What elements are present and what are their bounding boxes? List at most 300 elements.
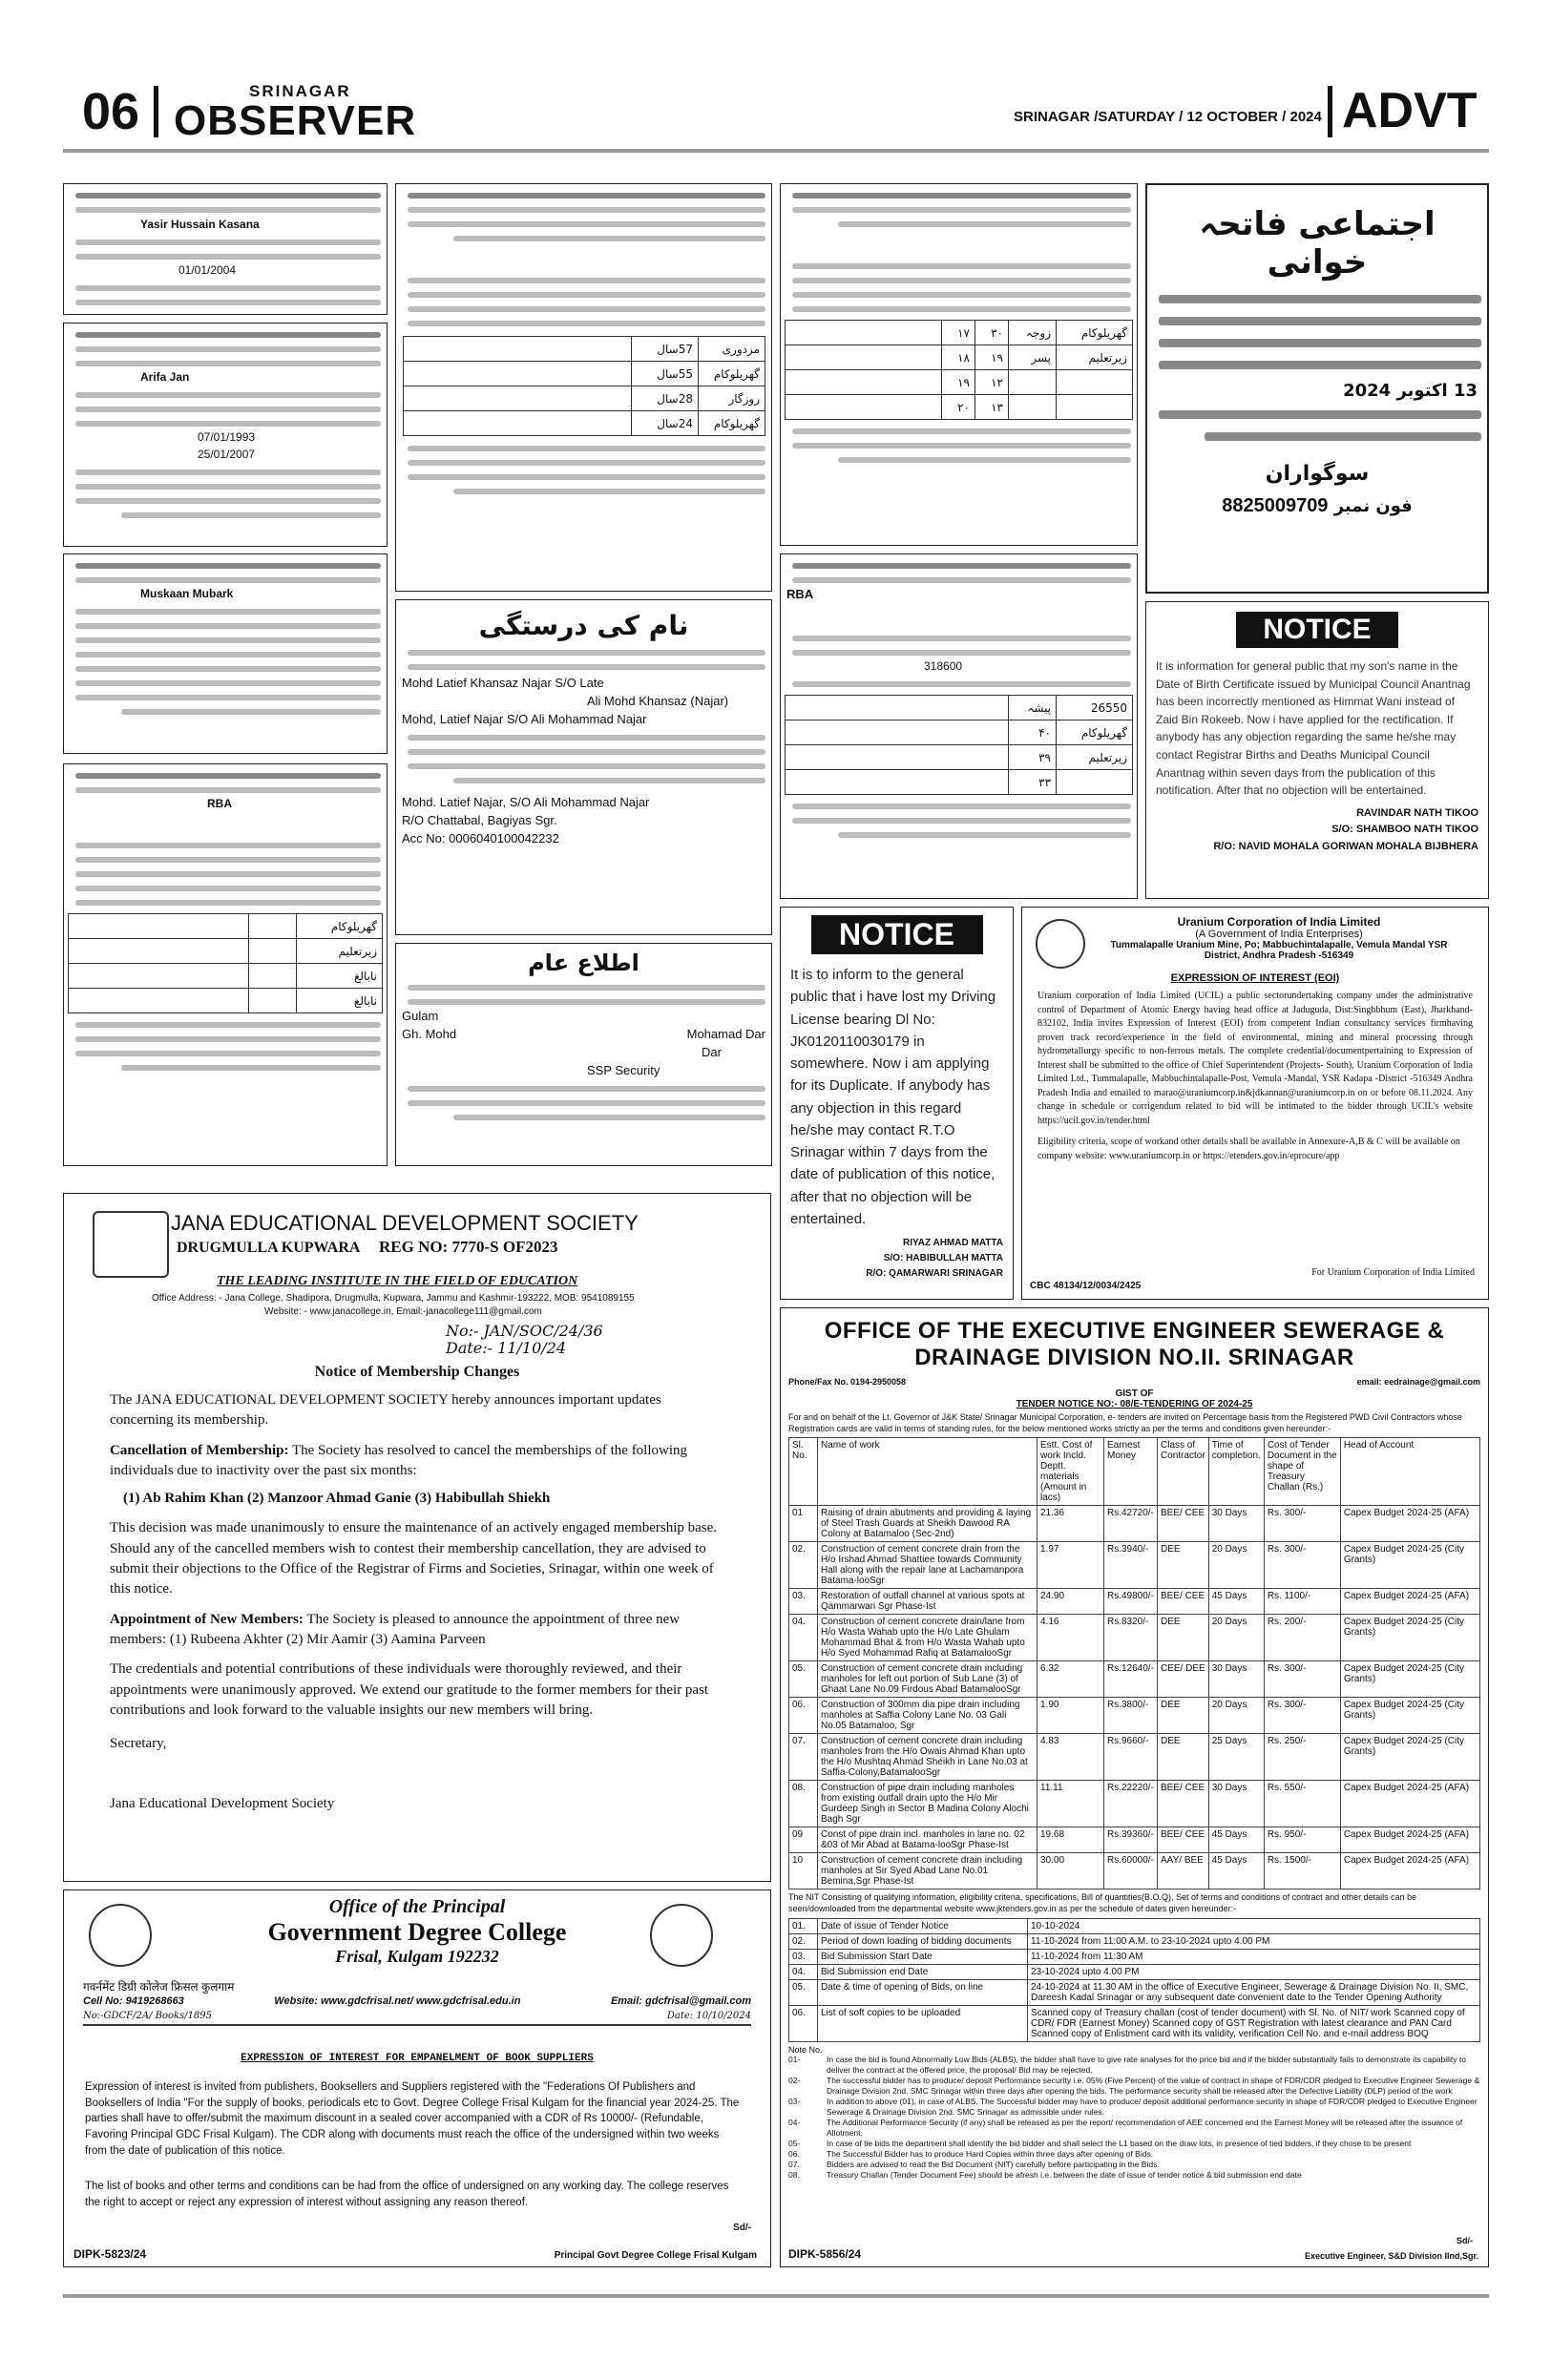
table-cell: زیرتعلیم [1057,745,1133,770]
table-row [789,1734,1480,1781]
table-cell: Restoration of outfall channel at various spots at Qammarwari Sgr Phase-Ist [818,1589,1037,1615]
gdc-email: Email: gdcfrisal@gmail.com [610,1995,751,2007]
cancellation-text: The Society has resolved to cancel the memberships of the following individuals due to inactivity over the past six months: [110,1442,688,1478]
table-cell: 20 Days [1208,1542,1264,1589]
urdu-ad-col1-4 [63,763,388,1166]
table-cell: Raising of drain abutments and providing & laying of Steel Trash Guards at Sheikh Dawood RA Colony at Batamaloo (Sec-2nd) [818,1506,1037,1542]
tender-sd: Sd/- [1457,2236,1473,2245]
signature-name: Mohd. Latief Najar, S/O Ali Mohammad Najar [402,795,650,809]
note-item [788,2149,1480,2160]
notice-body: It is to inform to the general public that i have lost my Driving License bearing Dl No: JK0120110030179 in somewhere. Now i am applying for its Duplicate. If anybody has any objection in this regard he/she may contact R.T.O Srinagar within 7 days from the date of publication of this notice, after that no objection will be entertained. [790,967,996,1227]
ucil-body: Uranium corporation of India Limited (UCIL) a public sectorundertaking company under the administrative control of Department of Atomic Energy having head office at Jaduguda, Dist:Singhbhum (East), Jharkhand-832102, India invites Expression of Interest (EOI) from competent Indian consultancy services firmhaving proven track record/experience in the field of environmental, mining and mineral processing through hydrometallurgy specific to non-ferrous metals. The complete credential/documentpertaining to Expression of Interest shall be submitted to the office of Chief Superintendent (Projects- South), Uranium Corporation of India Limited Ltd., Tummalapalle, Mabbuchintalapalle-Post, Vemula -Mandal, YSR Kadapa -District -516349 Andhra Pradesh India and emailed to marao@uraniumcorp.in&jdkannan@uraniumcorp.in on or before 08.11.2024. Any change in schedule or corrigendum related to bid will be intimated to the bidder through UCIL's website https://ucil.gov.in/tender.html [1037,991,1473,1126]
table-cell: Rs.42720/- [1104,1506,1158,1542]
notice-signature-1: RIYAZ AHMAD MATTA [903,1238,1003,1248]
jana-society-notice [63,1193,771,1882]
signature-account: Acc No: 0006040100042232 [402,831,559,846]
jana-appointment [110,1610,721,1651]
tender-dipk: DIPK-5856/24 [788,2247,862,2261]
table-cell: Capex Budget 2024-25 (AFA) [1340,1781,1479,1827]
applicant-name: Muskaan Mubark [140,587,234,600]
table-cell: 04. [789,1964,818,1979]
table-cell: 07. [789,1734,818,1781]
table-cell: Rs. 300/- [1264,1661,1340,1698]
table-cell: 30 Days [1208,1781,1264,1827]
column-header: Sl. No. [789,1438,818,1506]
note-item [788,2160,1480,2170]
table-cell: 24.90 [1037,1589,1104,1615]
tender-title-1: OFFICE OF THE EXECUTIVE ENGINEER SEWERAGE & [824,1318,1445,1344]
table-cell: زیرتعلیم [297,939,383,964]
notes-list [788,2055,1480,2182]
table-cell: 4.83 [1037,1734,1104,1781]
table-cell: 1.97 [1037,1542,1104,1589]
table-row [789,1589,1480,1615]
table-cell: ۲۰ [942,395,975,420]
table-cell: گھریلوکام [297,914,383,939]
masthead [63,61,1489,157]
jana-reg: REG NO: 7770-S OF2023 [379,1238,558,1256]
table-cell: 28سال [632,386,699,411]
table-cell: گھریلوکام [1057,720,1133,745]
jana-title: JANA EDUCATIONAL DEVELOPMENT SOCIETY [171,1211,639,1235]
note-text: In case the bid is found Abnormally Low Bids (ALBS), the bidder shall have to give rate analyses for the price bid and if the bidder substantially fails to demonstrate its capability to deliver the contract at the offered price, the proposal/ Bid may be rejected. [827,2054,1466,2075]
gdc-contact-row [83,1995,751,2007]
table-row [789,1827,1480,1853]
table-cell: Construction of 300mm dia pipe drain including manholes at Saffia Colony Lane No. 03 Gali No.05 Batamaloo, Sgr [818,1698,1037,1734]
applicant-name: Arifa Jan [140,370,190,384]
tender-title-2: DRAINAGE DIVISION NO.II. SRINAGAR [914,1345,1354,1370]
table-cell: ۴۰ [1009,720,1057,745]
table-cell: DEE [1158,1698,1209,1734]
table-cell: 4.16 [1037,1615,1104,1661]
notice-header: NOTICE [811,915,983,954]
schedule-row [789,1949,1480,1964]
page-number: 06 [82,83,140,140]
nit-text: The NIT Consisting of qualifying information, eligibility criteria, specifications, Bill of quantities(B.O.Q), Set of terms and conditions of contract and other details can be seen/downloaded from the departmental website www.jktenders.gov.in as per the schedule of dates given hereunder:- [788,1892,1417,1914]
phone-label: فون نمبر [1333,496,1413,516]
ucil-eoi-ad [1021,907,1489,1300]
name-a: Mohd Latief Khansaz Najar S/O Late [402,676,604,690]
note-item [788,2170,1480,2181]
table-row [789,1542,1480,1589]
ucil-eoi-heading: EXPRESSION OF INTEREST (EOI) [1170,972,1340,984]
jana-p3: This decision was made unanimously to ensure the maintenance of an actively engaged membership base. Should any of the cancelled members wish to contest their membership cancellation, they are advised to submit their objections to the Office of the Registrar of Firms and Societies, Srinagar, within one week of this notice. [110,1520,718,1597]
table-row [789,1853,1480,1889]
table-cell: Construction of cement concrete drain including manholes from the H/o Owais Ahmad Khan upto the H/o Mushtaq Ahmad Sheikh in Lane No.03 at Saffia-Colony,BatamalooSgr [818,1734,1037,1781]
urdu-ad-col3-1 [780,183,1138,546]
column-header: Head of Account [1340,1438,1479,1506]
name-correction-ad [395,599,772,935]
table-cell: 05. [789,1979,818,2005]
urdu-ad-col2-1 [395,183,772,592]
table-cell: 24-10-2024 at 11.30 AM in the office of Executive Engineer, Sewerage & Drainage Division No. II, SMC, Dareesh Kadal Srinagar or any subsequent date convenient date to the Tender Opening Authority [1028,1979,1480,2005]
table-cell: Rs. 250/- [1264,1734,1340,1781]
table-cell: Scanned copy of Treasury challan (cost of tender document) with Sl. No. of NIT/ work Scanned copy of CDR/ FDR (Earnest Money) Scanned copy of GST Registration with latest clearance and PAN Card Scanned copy of Enlistment card with its validity, verification Cell No. and e-mail address BOQ [1028,2005,1480,2041]
table-cell: 20 Days [1208,1698,1264,1734]
table-cell: Rs. 300/- [1264,1698,1340,1734]
table-cell: 10 [789,1853,818,1889]
ucil-address-2: District, Andhra Pradesh -516349 [1204,950,1354,961]
table-cell: گھریلوکام [699,411,765,436]
table-cell: ۱۹ [975,345,1009,370]
name-c: Gh. Mohd [402,1027,457,1041]
notice-name-correction [1145,601,1489,899]
column-header: Name of work [818,1438,1037,1506]
table-cell: 04. [789,1615,818,1661]
table-cell: 30.00 [1037,1853,1104,1889]
note-text: In addition to above (01), in case of ALBS, The Successful bidder may have to produce/ deposit additional performance security in shape of FDR/CDR pledged to Executive Engineer Sewerage & Drainage Division 2nd. SMC Srinagar as admissible under rules. [827,2096,1478,2117]
table-cell: Capex Budget 2024-25 (AFA) [1340,1853,1479,1889]
urdu-ad-col1-2 [63,323,388,547]
schedule-table [788,1918,1480,2042]
tender-intro: For and on behalf of the Lt. Governor of J&K State/ Srinagar Municipal Corporation, e- tenders are invited on Percentage basis from the Registered PWD Civil Contractors whose Registration cards are valid in terms of standing rules, for the below mentioned works strictly as per the terms and conditions given hereunder:- [788,1412,1462,1433]
table-row [789,1661,1480,1698]
brand-top: SRINAGAR [249,82,351,100]
jana-sign-label: Secretary, [110,1736,167,1752]
jana-date: Date:- 11/10/24 [446,1339,567,1357]
table-cell: Rs.49800/- [1104,1589,1158,1615]
column-header: Cost of Tender Document in the shape of Treasury Challan (Rs.) [1264,1438,1340,1506]
table-cell: BEE/ CEE [1158,1589,1209,1615]
phone-number: 8825009709 [1222,495,1329,516]
table-cell: DEE [1158,1734,1209,1781]
gdc-footer: Principal Govt Degree College Frisal Kulgam [554,2250,757,2261]
table-cell: Const of pipe drain incl. manholes in lane no. 02 &03 of Mir Abad at Batama-looSgr Phase-Ist [818,1827,1037,1853]
date-2: 25/01/2007 [198,448,256,461]
table-cell: 03. [789,1589,818,1615]
column-header: Time of completion. [1208,1438,1264,1506]
gdc-office: Office of the Principal [328,1896,506,1917]
members-table [68,913,383,1013]
table-cell: ۱۷ [942,321,975,345]
table-cell: DEE [1158,1615,1209,1661]
table-cell: 6.32 [1037,1661,1104,1698]
phone-row [1147,495,1487,517]
table-cell: 30 Days [1208,1661,1264,1698]
gdc-website: Website: www.gdcfrisal.net/ www.gdcfrisal.edu.in [274,1995,521,2007]
table-cell: CEE/ DEE [1158,1661,1209,1698]
fateha-khwani-ad [1145,183,1489,594]
members-table [403,336,765,436]
table-cell: Construction of cement concrete drain from the H/o Irshad Ahmad Shattiee towards Community Hall along with the repair lane at Lachamanpora Batama-looSgr [818,1542,1037,1589]
cancelled-members: (1) Ab Rahim Khan (2) Manzoor Ahmad Ganie (3) Habibullah Shiekh [123,1491,551,1507]
ad-heading: اطلاع عام [528,950,639,976]
gdc-frisal-eoi [63,1889,771,2267]
table-cell: Bid Submission Start Date [818,1949,1028,1964]
gdc-place: Frisal, Kulgam 192232 [335,1947,499,1966]
table-cell: 45 Days [1208,1853,1264,1889]
jana-website: Website: - www.janacollege.in, Email:-janacollege111@gmail.com [264,1306,542,1317]
urdu-ad-col3-2 [780,553,1138,899]
rba-label: RBA [786,587,814,601]
jana-tagline: THE LEADING INSTITUTE IN THE FIELD OF EDUCATION [217,1274,578,1288]
table-cell: DEE [1158,1542,1209,1589]
table-cell: BEE/ CEE [1158,1781,1209,1827]
fateha-date: 13 اکتوبر 2024 [1343,381,1478,401]
table-cell: Date & time of opening of Bids, on line [818,1979,1028,2005]
table-cell: Rs.3800/- [1104,1698,1158,1734]
jana-p1: The JANA EDUCATIONAL DEVELOPMENT SOCIETY hereby announces important updates concerning its membership. [110,1392,661,1429]
jana-logo [93,1211,169,1278]
table-cell: List of soft copies to be uploaded [818,2005,1028,2041]
note-number: 04- [788,2118,801,2128]
ad-heading: اجتماعی فاتحہ خوانی [1199,205,1436,282]
gdc-dipk: DIPK-5823/24 [73,2247,147,2261]
members-table [785,695,1133,795]
table-cell: Rs.3940/- [1104,1542,1158,1589]
table-cell: Construction of pipe drain including manholes from existing outfall drain upto the H/o Mir Gurdeep Singh in Sector B Madina Colony Alochi Bagh Sgr [818,1781,1037,1827]
table-cell: 1.90 [1037,1698,1104,1734]
ad-heading [781,235,1137,255]
gdc-ref-row [83,2011,751,2026]
table-row [789,1615,1480,1661]
notice-signature-3: R/O: QAMARWARI SRINAGAR [866,1268,1003,1279]
income-amount: 318600 [924,659,963,673]
table-cell: 57سال [632,337,699,362]
table-cell: 26550 [1057,696,1133,720]
ucil-subtitle: (A Government of India Enterprises) [1195,929,1363,940]
gdc-p1: Expression of interest is invited from publishers, Booksellers and Suppliers registered with the "Federations Of Publishers and Booksellers of India "For the supply of books, periodicals etc to Govt. Degree College Frisal Kulgam for the financial year 2024-25. The parties shall have to offer/submit the maximum discount in a sealed cover accompanied with a CDR of Rs 10000/- (Refundable, Favoring Principal GDC Frisal Kulgam). The CDR along with documents must reach the office of the undersigned within two weeks from the date of publication of this notice. [85,2081,740,2157]
table-cell: 11-10-2024 from 11:00 A.M. to 23-10-2024 upto 4.00 PM [1028,1933,1480,1949]
table-cell: ۳۳ [1009,770,1057,795]
name-c: Mohd, Latief Najar S/O Ali Mohammad Najar [402,712,647,726]
ad-heading: نام کی درستگی [478,610,689,641]
name-b: Mohamad Dar [686,1027,765,1041]
table-cell: 30 Days [1208,1506,1264,1542]
schedule-row [789,1918,1480,1933]
masthead-divider [154,86,158,137]
note-number: 08. [788,2170,800,2181]
tender-phone: Phone/Fax No. 0194-2950058 [788,1377,907,1387]
note-item [788,2139,1480,2149]
gdc-sd: Sd/- [733,2223,751,2233]
table-cell: گھریلوکام [1057,321,1133,345]
table-cell: 02. [789,1542,818,1589]
jana-location: DRUGMULLA KUPWARA [177,1240,361,1256]
appointment-label: Appointment of New Members: [110,1611,304,1627]
table-cell: Rs. 200/- [1264,1615,1340,1661]
tender-contact-row [781,1371,1488,1387]
works-table [788,1437,1480,1889]
jana-sign-org: Jana Educational Development Society [110,1796,335,1812]
note-item [788,2055,1480,2076]
tender-number: TENDER NOTICE NO:- 08/E-TENDERING OF 2024-25 [1016,1399,1253,1409]
table-row [789,1698,1480,1734]
tender-footer: Executive Engineer, S&D Division IInd,Sgr. [1304,2251,1478,2261]
table-cell: پیشہ [1009,696,1057,720]
jana-heading: Notice of Membership Changes [314,1364,520,1380]
table-cell: ۱۲ [975,370,1009,395]
column-header: Earnest Money [1104,1438,1158,1506]
table-cell: Rs.9660/- [1104,1734,1158,1781]
ssp-term: SSP Security [587,1063,660,1077]
notice-signature-2: S/O: SHAMBOO NATH TIKOO [1331,824,1478,836]
dateline: SRINAGAR /SATURDAY / 12 OCTOBER / 2024 [1014,109,1322,125]
table-cell: Capex Budget 2024-25 (City Grants) [1340,1698,1479,1734]
table-cell: ۱۸ [942,345,975,370]
table-cell: BEE/ CEE [1158,1827,1209,1853]
table-cell: Capex Budget 2024-25 (City Grants) [1340,1734,1479,1781]
ad-heading [781,607,1137,627]
table-cell: Rs.8320/- [1104,1615,1158,1661]
jana-cancellation [110,1441,721,1482]
mourner-label: سوگواران [1265,462,1370,486]
table-cell: Capex Budget 2024-25 (City Grants) [1340,1615,1479,1661]
note-number: 07. [788,2160,800,2170]
table-cell: Rs.60000/- [1104,1853,1158,1889]
schedule-row [789,1933,1480,1949]
notice-signature-1: RAVINDAR NATH TIKOO [1356,806,1478,819]
note-number: 02- [788,2075,801,2085]
signature [110,1754,721,1794]
table-cell: Date of issue of Tender Notice [818,1918,1028,1933]
table-cell: 10-10-2024 [1028,1918,1480,1933]
notice-signature-3: R/O: NAVID MOHALA GORIWAN MOHALA BIJBHERA [1213,840,1478,852]
note-text: The Additional Performance Security (if any) shall be released as per the report/ recommendation of AEE concerned and the Earnest Money will be released after the issuance of Allotment. [827,2118,1463,2139]
signature-address: R/O Chattabal, Bagiyas Sgr. [402,813,557,827]
note-text: Treasury Challan (Tender Document Fee) should be afresh i.e. between the date of issue of tender notice & bid submission end date [827,2170,1302,2181]
schedule-row [789,1979,1480,2005]
table-cell: 11-10-2024 from 11:30 AM [1028,1949,1480,1964]
table-cell: Capex Budget 2024-25 (AFA) [1340,1827,1479,1853]
schedule-row [789,1964,1480,1979]
urdu-ad-col1-3 [63,553,388,754]
table-cell: 45 Days [1208,1589,1264,1615]
name-d: Dar [702,1045,722,1059]
table-cell: Rs.12640/- [1104,1661,1158,1698]
notice-body: It is information for general public that my son's name in the Date of Birth Certificate issued by Municipal Council Anantnag has been incorrectly mentioned as Himmat Wani instead of Zaid Bin Rokeeb. Now i have applied for the rectification. If anybody has any objection regarding the same he/she may contact Registrar Births and Deaths Municipal Council Anantnag within seven days from the publication of this notification. After that no objection will be entertained. [1156,659,1471,798]
note-text: The Successful Bidder has to produce Hard Copies within three days after opening of Bids. [827,2149,1154,2160]
note-number: 05- [788,2139,801,2149]
name-b: Ali Mohd Khansaz (Najar) [587,694,729,708]
gdc-date: Date: 10/10/2024 [666,2011,751,2021]
schedule-row [789,2005,1480,2041]
table-cell: Capex Budget 2024-25 (City Grants) [1340,1542,1479,1589]
column-header: Estt. Cost of work Incld. Deptt. materials (Amount in lacs) [1037,1438,1104,1506]
ucil-address-1: Tummalapalle Uranium Mine, Po; Mabbuchintalapalle, Vemula Mandal YSR [1110,940,1448,950]
note-item [788,2118,1480,2139]
table-cell: Rs. 950/- [1264,1827,1340,1853]
table-cell: Rs. 1500/- [1264,1853,1340,1889]
gdc-ref: No:-GDCF/2A/ Books/1895 [83,2011,213,2021]
table-cell: پسر [1009,345,1057,370]
table-cell: زوجہ [1009,321,1057,345]
table-cell: 25 Days [1208,1734,1264,1781]
gdc-p2: The list of books and other terms and conditions can be had from the office of undersigned on any working day. The college reserves the right to accept or reject any expression of interest without assigning any reason thereof. [85,2181,729,2208]
note-number: 01- [788,2054,801,2064]
table-cell: 11.11 [1037,1781,1104,1827]
table-cell: ۳۹ [1009,745,1057,770]
date-1: 07/01/1993 [198,430,256,444]
table-cell: 21.36 [1037,1506,1104,1542]
table-cell: Bid Submission end Date [818,1964,1028,1979]
table-cell: 20 Days [1208,1615,1264,1661]
jana-office: Office Address: - Jana College, Shadipora, Drugmulla, Kupwara, Jammu and Kashmir-193222, MOB: 9541089155 [152,1293,635,1304]
table-cell: 45 Days [1208,1827,1264,1853]
table-cell: 03. [789,1949,818,1964]
table-cell: 06. [789,2005,818,2041]
table-cell: Construction of cement concrete drain including manholes at Sir Syed Abad Lane No.01 Bemina,Sgr Phase-Ist [818,1853,1037,1889]
urdu-ad-col1-1 [63,183,388,315]
table-cell: Capex Budget 2024-25 (AFA) [1340,1589,1479,1615]
table-cell: Capex Budget 2024-25 (City Grants) [1340,1661,1479,1698]
ucil-eligibility: Eligibility criteria, scope of workand other details shall be available in Annexure-A,B & C will be available on company website: www.uraniumcorp.in or https://etenders.gov.in/eprocure/app [1037,1137,1460,1161]
table-cell: ۱۹ [942,370,975,395]
schedule-table-body [789,1918,1480,2041]
note-number: 06. [788,2149,800,2160]
rba-label: RBA [207,797,232,810]
table-cell: Capex Budget 2024-25 (AFA) [1340,1506,1479,1542]
jana-body [110,1390,721,1815]
table-cell: 09 [789,1827,818,1853]
members-table [785,320,1133,420]
note-text: In case of tie bids the department shall identify the bid bidder and shall select the L1 based on the draw lots, in presence of tied bidders, if they chose to be present [827,2139,1412,2149]
appointment-text: The Society is pleased to announce the appointment of three new members: (1) Rubeena Akhter (2) Mir Aamir (3) Aamina Parveen [110,1611,681,1647]
gdc-heading: EXPRESSION OF INTEREST FOR EMPANELMENT OF BOOK SUPPLIERS [241,2053,594,2064]
table-cell: مزدوری [699,337,765,362]
gdc-hindi: गवर्नमेंट डिग्री कोलेज फ्रिसल कुलगाम [83,1980,235,1994]
ad-heading [396,249,771,269]
table-cell: روزگار [699,386,765,411]
sewerage-tender-notice [780,1307,1489,2267]
table-cell: 01 [789,1506,818,1542]
table-cell: 05. [789,1661,818,1698]
masthead-rule [63,149,1489,153]
brand-main: OBSERVER [174,97,417,144]
note-label: Note No. [788,2044,823,2055]
notice-lost-license [780,907,1014,1300]
gdc-logo-right [650,1904,713,1967]
table-cell: Construction of cement concrete drain including manholes for left out portion of Sub Lane (3) of Ghaat Lane No.09 Firdous Abad BatamalooSgr [818,1661,1037,1698]
table-cell: نابالغ [297,964,383,989]
table-cell: 55سال [632,362,699,386]
table-cell: نابالغ [297,989,383,1013]
table-cell: ۱۳ [975,395,1009,420]
names-row-1 [402,1009,765,1023]
note-text: The successful bidder has to produce/ deposit Performance security i.e. 05% (Five Percent) of the value of contract in shape of FDR/CDR pledged to Executive Engineer Sewerage & Drainage Division 2nd. SMC Srinagar within three days after opening the bids. The performance security shall be released after the Defective Liability (DLP) period of the work [827,2075,1480,2096]
table-cell: Rs. 1100/- [1264,1589,1340,1615]
tender-email: email: eedrainage@gmail.com [1356,1377,1480,1387]
table-cell: AAY/ BEE [1158,1853,1209,1889]
ucil-footer: For Uranium Corporation of India Limited [1311,1267,1475,1278]
ad-heading [64,816,387,834]
bottom-rule [63,2294,1489,2298]
table-cell: Rs.22220/- [1104,1781,1158,1827]
table-cell: ۳۰ [975,321,1009,345]
table-cell: 08. [789,1781,818,1827]
table-cell: BEE/ CEE [1158,1506,1209,1542]
name-a: Gulam [402,1009,439,1023]
ucil-ref: CBC 48134/12/0034/2425 [1030,1281,1142,1291]
works-table-body [789,1506,1480,1889]
section-label: ADVT [1342,83,1478,138]
table-row [789,1506,1480,1542]
tender-gist: GIST OF [1115,1388,1154,1399]
table-cell: Period of down loading of bidding documents [818,1933,1028,1949]
names-row-2 [402,1027,765,1041]
table-cell: Rs. 300/- [1264,1506,1340,1542]
table-row [789,1781,1480,1827]
table-cell: گھریلوکام [699,362,765,386]
notice-header: NOTICE [1236,612,1398,648]
table-cell: Rs.39360/- [1104,1827,1158,1853]
ucil-logo [1036,919,1085,969]
table-cell: 24سال [632,411,699,436]
jana-ref-no: No:- JAN/SOC/24/36 [446,1322,603,1340]
applicant-name: Yasir Hussain Kasana [140,218,260,231]
table-cell: Rs. 550/- [1264,1781,1340,1827]
public-notice-ad [395,943,772,1166]
